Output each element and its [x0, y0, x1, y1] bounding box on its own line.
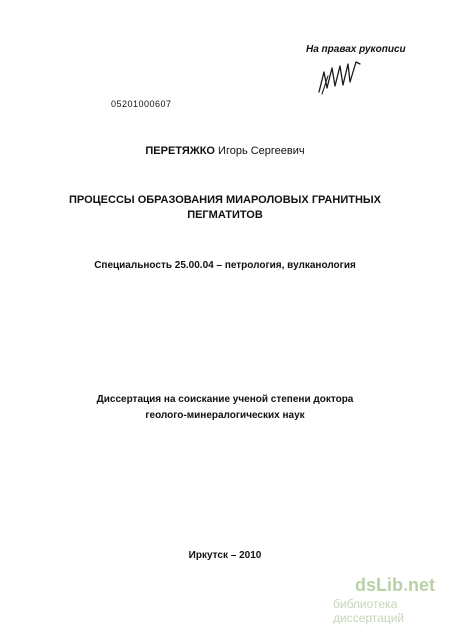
- watermark-subtitle: библиотека диссертаций: [333, 597, 405, 625]
- degree-line-2: геолого-минералогических наук: [145, 410, 305, 421]
- author-surname: ПЕРЕТЯЖКО: [145, 145, 215, 157]
- degree-statement: [40, 392, 410, 424]
- specialty-line: Специальность 25.00.04 – петрология, вулканология: [94, 260, 356, 271]
- place-and-year: Иркутск – 2010: [188, 550, 262, 561]
- document-code: 05201000607: [111, 99, 172, 109]
- title-line-1: ПРОЦЕССЫ ОБРАЗОВАНИЯ МИАРОЛОВЫХ ГРАНИТНЫХ: [68, 194, 381, 206]
- degree-line-1: Диссертация на соискание ученой степени доктора: [96, 394, 354, 405]
- author-given-names: Игорь Сергеевич: [218, 145, 305, 157]
- handwritten-signature: [316, 58, 364, 98]
- watermark-logo[interactable]: [355, 575, 435, 596]
- watermark-logo-right: net: [408, 575, 436, 595]
- manuscript-rights-note: На правах рукописи: [306, 44, 406, 55]
- author-name: [0, 145, 450, 157]
- watermark-logo-dot: .: [403, 575, 409, 595]
- title-line-2: ПЕГМАТИТОВ: [187, 209, 263, 221]
- watermark-logo-left: dsLib: [355, 575, 403, 595]
- dissertation-title: [30, 193, 420, 223]
